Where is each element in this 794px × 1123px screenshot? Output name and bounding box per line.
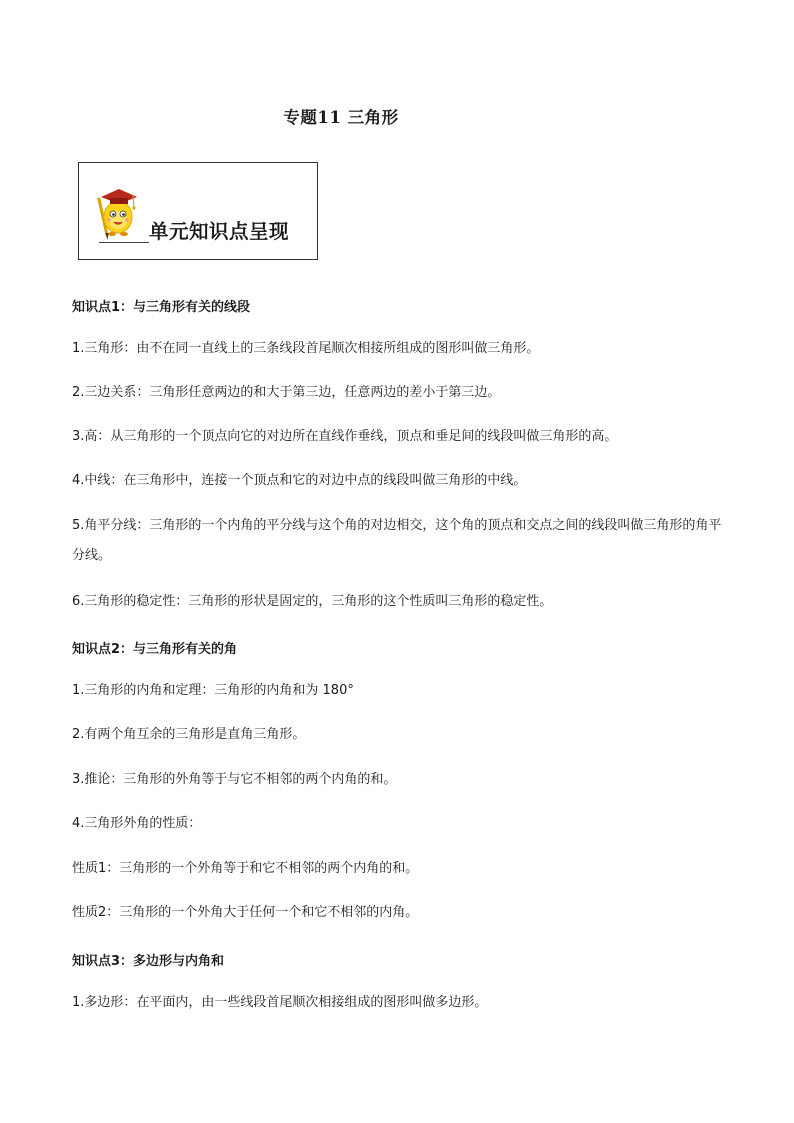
page-title: 专题11 三角形 (283, 108, 399, 127)
banner-underline (99, 242, 149, 243)
mascot-graduation-cap-icon (93, 177, 139, 243)
section-banner (78, 162, 318, 260)
list-item: 3.高：从三角形的一个顶点向它的对边所在直线作垂线，顶点和垂足间的线段叫做三角形的高。 (72, 429, 618, 444)
list-item: 1.多边形：在平面内，由一些线段首尾顺次相接组成的图形叫做多边形。 (72, 995, 488, 1010)
banner-title: 单元知识点呈现 (149, 220, 290, 243)
list-item: 性质2：三角形的一个外角大于任何一个和它不相邻的内角。 (72, 905, 419, 920)
list-item: 性质1：三角形的一个外角等于和它不相邻的两个内角的和。 (72, 861, 419, 876)
list-item: 3.推论：三角形的外角等于与它不相邻的两个内角的和。 (72, 772, 397, 787)
list-item: 2.三边关系：三角形任意两边的和大于第三边，任意两边的差小于第三边。 (72, 385, 501, 400)
list-item: 6.三角形的稳定性：三角形的形状是固定的，三角形的这个性质叫三角形的稳定性。 (72, 594, 553, 609)
list-item: 1.三角形的内角和定理：三角形的内角和为 180° (72, 683, 354, 698)
list-item: 5.角平分线：三角形的一个内角的平分线与这个角的对边相交，这个角的顶点和交点之间的线段叫做三角形的角平分线。 (72, 518, 722, 563)
list-item: 4.中线：在三角形中，连接一个顶点和它的对边中点的线段叫做三角形的中线。 (72, 473, 527, 488)
section-heading: 知识点2：与三角形有关的角 (72, 642, 238, 657)
section-heading: 知识点1：与三角形有关的线段 (72, 300, 251, 315)
section-heading: 知识点3：多边形与内角和 (72, 954, 225, 969)
list-item: 1.三角形：由不在同一直线上的三条线段首尾顺次相接所组成的图形叫做三角形。 (72, 341, 540, 356)
list-item: 2.有两个角互余的三角形是直角三角形。 (72, 727, 306, 742)
list-item: 4.三角形外角的性质： (72, 816, 202, 831)
